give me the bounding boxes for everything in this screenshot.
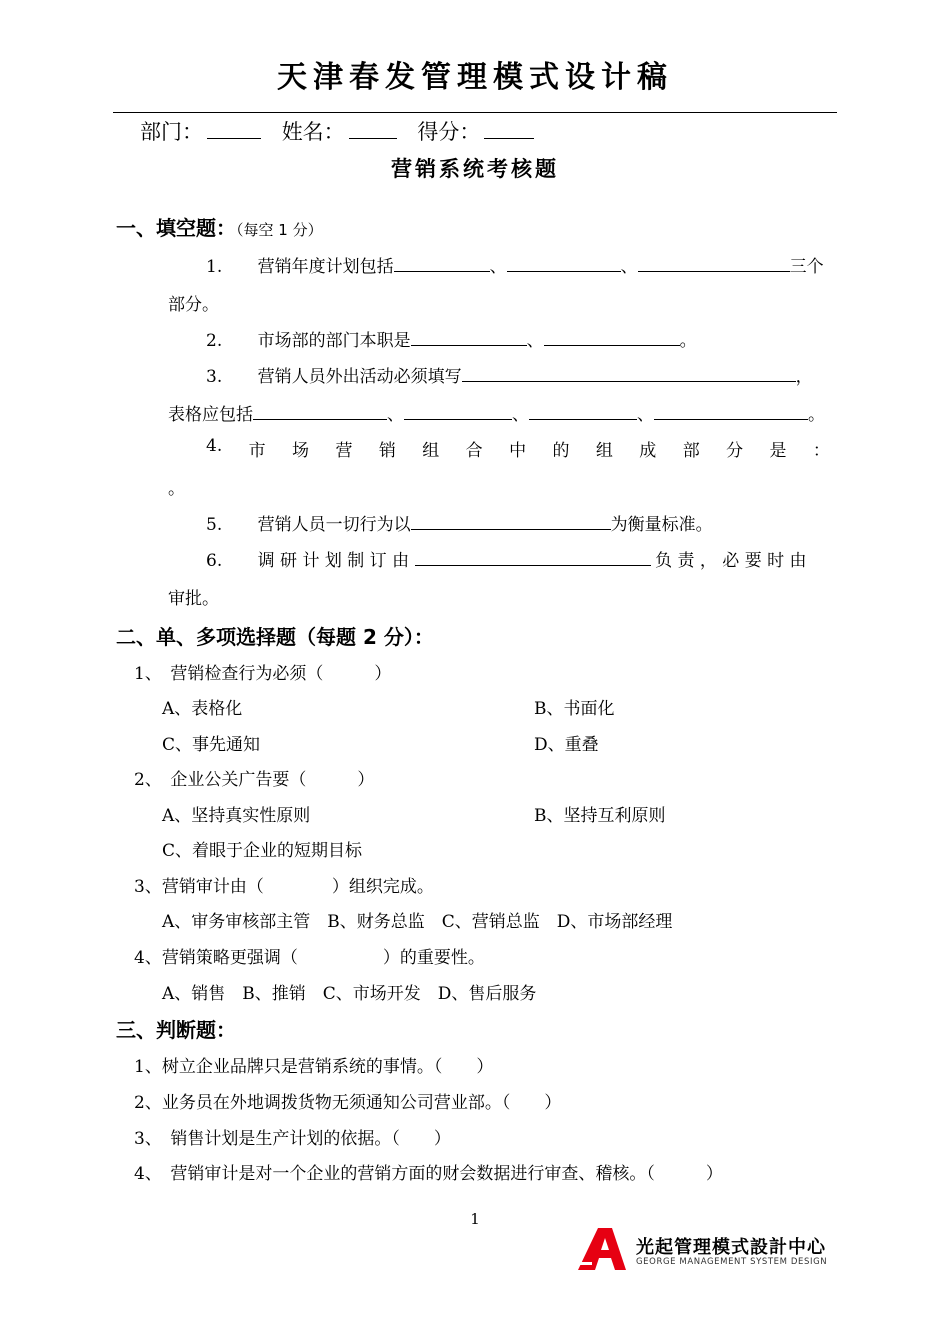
question-text: 调 研 计 划 制 订 由 — [257, 551, 410, 571]
option-2-1-d[interactable]: D、重叠 — [534, 735, 599, 755]
spread-char: 场 — [292, 441, 310, 461]
answer-blank[interactable] — [411, 329, 527, 346]
score-label: 得分： — [417, 120, 481, 144]
question-text: 营销人员一切行为以 — [257, 515, 411, 535]
separator: ， — [795, 367, 813, 387]
answer-blank[interactable] — [654, 403, 808, 420]
question-1-6-continued: 审批。 — [168, 589, 219, 609]
answer-blank[interactable] — [638, 255, 790, 272]
option-2-1-b[interactable]: B、书面化 — [534, 699, 615, 719]
question-1-1 — [206, 252, 824, 277]
spread-char: 市 — [248, 441, 266, 461]
answer-blank[interactable] — [404, 403, 512, 420]
question-text: 营销人员外出活动必须填写 — [257, 367, 462, 387]
answer-blank[interactable] — [529, 403, 637, 420]
judgment-item: 3、 销售计划是生产计划的依据。（ ） — [134, 1129, 451, 1149]
answer-blank[interactable] — [415, 549, 651, 566]
question-1-5 — [206, 510, 713, 535]
separator: 、 — [620, 257, 638, 277]
score-blank[interactable] — [484, 120, 534, 139]
answer-blank[interactable] — [411, 513, 611, 530]
separator: 、 — [512, 405, 529, 425]
spread-char: 销 — [378, 441, 396, 461]
answer-blank[interactable] — [544, 329, 680, 346]
logo-english-name: GEORGE MANAGEMENT SYSTEM DESIGN — [636, 1257, 828, 1267]
question-1-4 — [206, 436, 830, 461]
section-fill-in-title — [116, 212, 323, 241]
question-2-2-stem: 2、 企业公关广告要（ ） — [134, 770, 375, 790]
option-2-2-a[interactable]: A、坚持真实性原则 — [162, 806, 311, 826]
spread-char: 营 — [335, 441, 353, 461]
answer-blank[interactable] — [253, 403, 387, 420]
spread-char: 是 — [769, 441, 787, 461]
question-text: 三个 — [789, 257, 824, 277]
spread-char: 组 — [595, 441, 613, 461]
question-1-1-continued: 部分。 — [168, 295, 219, 315]
page-number: 1 — [470, 1210, 480, 1228]
judgment-item: 1、树立企业品牌只是营销系统的事情。（ ） — [134, 1057, 494, 1077]
question-text: 营销年度计划包括 — [257, 257, 394, 277]
option-2-1-c[interactable]: C、事先通知 — [162, 735, 261, 755]
option-2-1-a[interactable]: A、表格化 — [162, 699, 243, 719]
section3-title: 三、判断题： — [116, 1018, 236, 1042]
separator: 、 — [489, 257, 507, 277]
exam-title: 营销系统考核题 — [391, 157, 559, 181]
spread-char: 中 — [509, 441, 527, 461]
question-1-2 — [206, 326, 697, 351]
question-2-4-stem: 4、营销策略更强调（ ）的重要性。 — [134, 948, 485, 968]
separator: 、 — [637, 405, 654, 425]
options-2-3[interactable]: A、审务审核部主管 B、财务总监 C、营销总监 D、市场部经理 — [162, 912, 673, 932]
question-number: 1. — [206, 257, 223, 277]
question-text: 为衡量标准。 — [610, 515, 713, 535]
spread-char: 成 — [639, 441, 657, 461]
section1-title: 一、填空题： — [116, 216, 236, 240]
question-number: 3. — [206, 367, 223, 387]
logo-a-icon — [578, 1228, 634, 1274]
question-text: 市场部的部门本职是 — [257, 331, 411, 351]
spread-char: 组 — [422, 441, 440, 461]
options-2-4[interactable]: A、销售 B、推销 C、市场开发 D、售后服务 — [162, 984, 537, 1004]
judgment-item: 4、 营销审计是对一个企业的营销方面的财会数据进行审查、稽核。（ ） — [134, 1164, 723, 1184]
spread-char: 部 — [682, 441, 700, 461]
header-fields — [140, 116, 548, 146]
dept-blank[interactable] — [207, 120, 261, 139]
question-text: 表格应包括 — [168, 405, 253, 425]
option-2-2-b[interactable]: B、坚持互利原则 — [534, 806, 666, 826]
spread-char: 的 — [552, 441, 570, 461]
question-2-3-stem: 3、营销审计由（ ）组织完成。 — [134, 877, 434, 897]
question-1-3 — [206, 362, 813, 387]
answer-blank[interactable] — [462, 365, 796, 382]
question-number: 2. — [206, 331, 223, 351]
question-1-6 — [206, 546, 807, 571]
answer-blank[interactable] — [507, 255, 621, 272]
title-rule — [113, 112, 837, 113]
question-2-1-stem: 1、 营销检查行为必须（ ） — [134, 664, 392, 684]
name-blank[interactable] — [349, 120, 397, 139]
question-1-3-continued — [168, 400, 825, 425]
judgment-item: 2、业务员在外地调拨货物无须通知公司营业部。（ ） — [134, 1093, 562, 1113]
separator: 、 — [387, 405, 404, 425]
name-label: 姓名： — [281, 120, 345, 144]
question-number: 6. — [206, 551, 223, 571]
question-number: 4. — [206, 436, 223, 456]
question-text: 负 责 ， 必 要 时 由 — [655, 551, 807, 571]
section2-title: 二、单、多项选择题（每题 2 分）： — [116, 625, 434, 649]
answer-blank[interactable] — [394, 255, 490, 272]
separator: 、 — [526, 331, 544, 351]
separator: 。 — [679, 331, 697, 351]
separator: 。 — [808, 405, 825, 425]
spread-char: 合 — [465, 441, 483, 461]
logo-chinese-name: 光起管理模式設計中心 — [636, 1237, 826, 1258]
section1-note: （每空 1 分） — [236, 221, 323, 239]
spread-char: ： — [812, 441, 830, 461]
question-number: 5. — [206, 515, 223, 535]
document-title: 天津春发管理模式设计稿 — [277, 60, 673, 95]
spread-char: 分 — [726, 441, 744, 461]
dept-label: 部门： — [140, 120, 203, 144]
option-2-2-c[interactable]: C、着眼于企业的短期目标 — [162, 841, 363, 861]
question-1-4-continued: 。 — [168, 479, 185, 499]
